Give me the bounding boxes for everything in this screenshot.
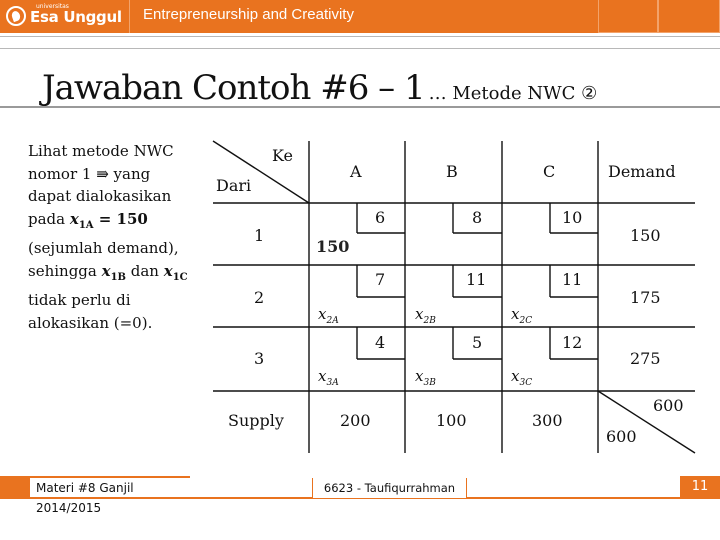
variable-subscript: 1A [78,219,94,231]
header-ke: Ke [272,146,293,165]
variable-x2b [415,305,436,326]
variable-symbol: x [318,305,327,323]
column-header-a: A [350,162,362,181]
variable-subscript: 2C [519,316,533,326]
allocation-1a: 150 [316,237,350,256]
total-supply: 600 [606,427,637,446]
variable-symbol: x [415,367,424,385]
row-label-3: 3 [254,349,265,368]
demand-2: 175 [630,288,661,307]
divider [0,48,720,49]
variable-symbol: x [163,261,173,280]
text-line: alokasikan (=0). [28,313,153,332]
slide-title-sub: … Metode NWC ② [428,83,598,104]
column-header-c: C [543,162,556,181]
variable-x2a [318,305,339,326]
total-demand: 600 [653,396,684,415]
logo-text: Esa Unggul [30,8,122,26]
variable-x3a [318,367,339,388]
variable-subscript: 1B [110,271,126,283]
row-label-supply: Supply [228,411,284,430]
slide-title-main: Jawaban Contoh #6 – 1 [42,68,425,108]
variable-x2c [511,305,532,326]
header-dari: Dari [216,176,252,195]
variable [163,261,188,283]
variable-subscript: 3C [519,378,533,388]
cost-2a: 7 [375,270,386,289]
variable-symbol: x [511,367,520,385]
text-fragment: sehingga [28,261,102,280]
demand-1: 150 [630,226,661,245]
variable-subscript: 3B [423,378,436,388]
variable-x3b [415,367,436,388]
cost-1a: 6 [375,208,386,227]
header-decor-box [598,0,658,33]
logo-small-text: universitas [36,3,69,10]
footer-course-info: Materi #8 Ganjil 2014/2015 [30,478,190,498]
text-line [28,208,218,238]
demand-3: 275 [630,349,661,368]
text-line: (sejumlah demand), [28,239,179,257]
supply-b: 100 [436,411,467,430]
text-line: nomor 1 ⇛ yang [28,164,151,183]
variable-symbol: x [415,305,424,323]
cost-3c: 12 [562,333,583,352]
page-number: 11 [680,476,720,498]
cost-3a: 4 [375,333,386,352]
footer-author: 6623 - Taufiqurrahman [312,478,467,498]
variable-symbol: x [318,367,327,385]
cost-2c: 11 [562,270,583,289]
column-header-b: B [446,162,458,181]
column-header-demand: Demand [608,162,676,181]
university-logo [0,0,127,33]
variable-subscript: 2A [326,316,339,326]
supply-c: 300 [532,411,563,430]
text-line: dapat dialokasikan [28,187,172,205]
logo-emblem-icon [6,6,26,26]
variable-value: = 150 [93,209,148,228]
explanation-text [28,140,218,334]
cost-1b: 8 [472,208,483,227]
text-line: tidak perlu di [28,291,131,309]
slide-title [42,68,597,108]
variable-symbol: x [101,261,111,280]
text-line: Lihat metode NWC [28,142,174,160]
variable-x3c [511,367,532,388]
header-decor-box [658,0,720,33]
text-line [28,260,218,290]
supply-a: 200 [340,411,371,430]
variable-symbol: x [511,305,520,323]
cost-1c: 10 [562,208,583,227]
variable [101,261,126,283]
cost-3b: 5 [472,333,483,352]
variable-symbol: x [69,209,79,228]
divider [0,36,720,37]
course-title: Entrepreneurship and Creativity [143,6,354,23]
row-label-1: 1 [254,226,265,245]
variable [69,209,148,231]
cost-2b: 11 [466,270,487,289]
row-label-2: 2 [254,288,265,307]
variable-subscript: 3A [326,378,339,388]
variable-subscript: 2B [423,316,436,326]
text-fragment: pada [28,209,70,228]
text-fragment: dan [125,261,164,280]
variable-subscript: 1C [172,271,188,283]
